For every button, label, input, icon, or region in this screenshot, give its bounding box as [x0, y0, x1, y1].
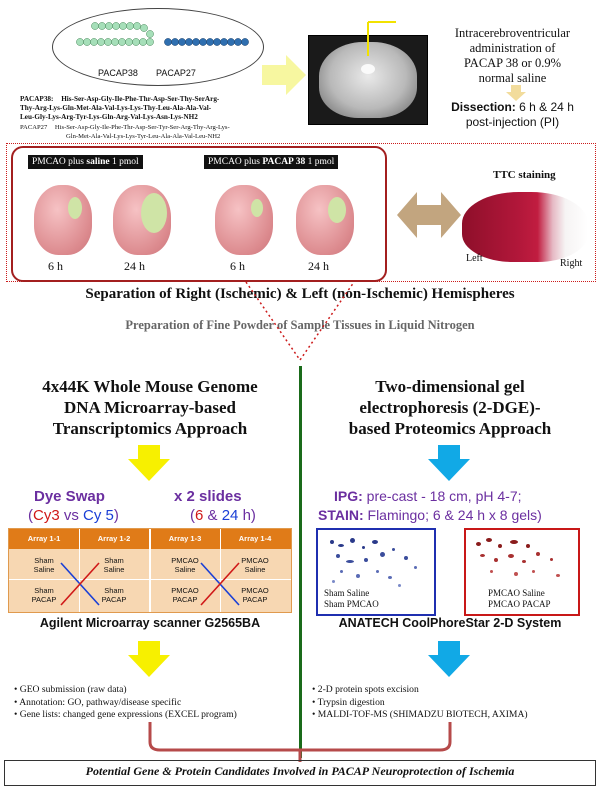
array-top-1: Sham Saline — [33, 556, 55, 574]
time-label-1: 6 h — [48, 259, 63, 273]
pacap-condition-label — [204, 155, 338, 169]
right-bullet-1: • 2-D protein spots excision — [312, 684, 419, 695]
yellow-down-arrow-small-icon — [506, 85, 526, 101]
right-bullet-2-text: Trypsin digestion — [317, 696, 385, 708]
array-bottom-4: PMCAO PACAP — [241, 586, 269, 604]
brain-saline-24h — [113, 185, 171, 255]
footer-text: Potential Gene & Protein Candidates Involved in PACAP Neuroprotection of Ischemia — [85, 764, 515, 778]
pacap38-seq-line1: His-Ser-Asp-Gly-Ile-Phe-Thr-Asp-Ser-Thy-SerArg- — [61, 95, 220, 103]
icv-text — [430, 26, 595, 86]
ipg-text: pre-cast - 18 cm, pH 4-7; — [366, 488, 522, 504]
dissection-text — [430, 100, 595, 130]
icv-line-2: administration of — [469, 41, 556, 55]
left-bullet-3: • Gene lists: changed gene expressions (EXCEL program) — [14, 709, 237, 720]
left-title-3: Transcriptomics Approach — [52, 419, 248, 438]
ipg-label: IPG: — [334, 488, 363, 504]
saline-label-post: 1 pmol — [109, 157, 139, 167]
pacap38-seq-name: PACAP38: — [20, 95, 54, 103]
saline-condition-label — [28, 155, 143, 169]
right-title-3: based Proteomics Approach — [348, 419, 552, 438]
yellow-right-arrow-icon — [262, 55, 306, 95]
dye-swap-label: Dye Swap — [34, 488, 105, 505]
blue-down-arrow-icon — [428, 445, 470, 481]
dissection-times: 6 h & 24 h — [519, 100, 574, 114]
saline-label-pre: PMCAO plus — [32, 157, 87, 167]
ttc-title: TTC staining — [493, 169, 556, 181]
blue-down-arrow-2-icon — [428, 641, 470, 677]
amp-label: & — [207, 507, 218, 524]
left-bullet-3-text: Gene lists: changed gene expressions (EXCEL program) — [19, 709, 237, 720]
pacap27-chain — [164, 38, 248, 45]
h-label: h) — [242, 507, 256, 524]
bottom-bracket — [0, 720, 600, 764]
x2-slides-label: x 2 slides — [174, 488, 242, 505]
right-title-2: electrophoresis (2-DGE)- — [359, 398, 541, 417]
vs-label: vs — [63, 507, 79, 524]
ipg-line — [334, 488, 522, 504]
proteomics-title — [300, 376, 600, 439]
right-bullet-3-text: MALDI-TOF-MS (SHIMADZU BIOTECH, AXIMA) — [317, 709, 528, 720]
pacap27-label: PACAP27 — [156, 68, 196, 78]
dye-swap-cross-1 — [57, 559, 103, 609]
icv-line-4: normal saline — [478, 71, 547, 85]
time-label-4: 24 h — [308, 259, 329, 273]
gel1-label-1: Sham Saline — [324, 588, 370, 598]
brain-saline-6h — [34, 185, 92, 255]
double-arrow-icon — [397, 192, 461, 238]
saline-label-bold: saline — [86, 157, 110, 167]
stain-text: Flamingo; 6 & 24 h x 8 gels) — [367, 507, 542, 523]
transcriptomics-title — [0, 376, 300, 439]
right-bullets — [312, 684, 597, 722]
gel-image-blue — [316, 528, 436, 616]
brain-pacap-6h — [215, 185, 273, 255]
right-title-1: Two-dimensional gel — [375, 377, 525, 396]
array-header-1: Array 1-1 — [27, 534, 61, 543]
pacap27-sequence — [20, 124, 230, 141]
cy-line: (Cy3 vs Cy 5) — [28, 507, 119, 524]
array-bottom-3: PMCAO PACAP — [171, 586, 199, 604]
right-bullet-3: • MALDI-TOF-MS (SHIMADZU BIOTECH, AXIMA) — [312, 709, 528, 720]
right-bullet-1-text: 2-D protein spots excision — [317, 684, 419, 695]
array-header-3: Array 1-3 — [168, 534, 202, 543]
powder-subtitle: Preparation of Fine Powder of Sample Tissues in Liquid Nitrogen — [125, 318, 475, 332]
scanner-label: Agilent Microarray scanner G2565BA — [39, 616, 261, 630]
stain-label: STAIN: — [318, 507, 364, 523]
left-title-1: 4x44K Whole Mouse Genome — [42, 377, 258, 396]
pacap38-seq-line2: Thy-Arg-Lys-Gln-Met-Ala-Val-Lys-Lys-Thy-Leu-Ala-Ala-Val- — [20, 104, 212, 112]
pacap38-chain — [76, 22, 153, 45]
time-label-3: 6 h — [230, 259, 245, 273]
stain-line — [318, 507, 542, 523]
icv-line-3: PACAP 38 or 0.9% — [463, 56, 561, 70]
system-label: ANATECH CoolPhoreStar 2-D System — [338, 616, 562, 630]
left-bullet-2: • Annotation: GO, pathway/disease specific — [14, 696, 182, 708]
yellow-down-arrow-icon — [128, 445, 170, 481]
x2-slides-line — [174, 488, 242, 505]
pacap38-seq-line3: Leu-Gly-Lys-Arg-Tyr-Lys-Gln-Arg-Val-Lys-Asn-Lys-NH2 — [20, 113, 198, 121]
cy3-label: Cy3 — [33, 507, 60, 524]
brain-pacap-24h — [296, 185, 354, 255]
dissection-line-2: post-injection (PI) — [465, 115, 560, 129]
pacap27-seq-name: PACAP27 — [20, 124, 48, 131]
dye-swap-line — [34, 488, 105, 505]
array-top-3: PMCAO Saline — [171, 556, 199, 574]
pacap-label-post: 1 pmol — [305, 157, 335, 167]
left-bullet-1: • GEO submission (raw data) — [14, 684, 127, 695]
gel1-label-2: Sham PMCAO — [324, 599, 379, 609]
pacap38-label: PACAP38 — [98, 68, 138, 78]
ttc-right-label: Right — [560, 258, 583, 269]
pacap27-seq-line1: His-Ser-Asp-Gly-Ile-Phe-Thr-Asp-Ser-Tyr-Ser-Arg-Thy-Arg-Lys- — [54, 124, 230, 131]
dotted-connector — [240, 280, 360, 370]
left-bullets — [14, 684, 299, 722]
time-label-2: 24 h — [124, 259, 145, 273]
ttc-left-label: Left — [466, 253, 483, 264]
injection-pointer — [360, 20, 400, 60]
array-bottom-2: Sham PACAP — [101, 586, 127, 604]
peptide-chains-graphic — [60, 14, 260, 70]
cy5-label: Cy 5 — [83, 507, 114, 524]
gel2-label-2: PMCAO PACAP — [488, 599, 551, 609]
t24-label: 24 — [221, 507, 239, 524]
dissection-label: Dissection: — [451, 100, 516, 114]
separation-title: Separation of Right (Ischemic) & Left (non-Ischemic) Hemispheres — [85, 286, 515, 302]
gel-image-red — [464, 528, 580, 616]
gel2-label-1: PMCAO Saline — [488, 588, 545, 598]
array-header-2: Array 1-2 — [97, 534, 131, 543]
pacap-label-pre: PMCAO plus — [208, 157, 263, 167]
dye-swap-cross-2 — [197, 559, 243, 609]
left-title-2: DNA Microarray-based — [63, 398, 237, 417]
array-bottom-1: Sham PACAP — [31, 586, 57, 604]
pacap27-seq-line2: Gln-Met-Ala-Val-Lys-Lys-Tyr-Leu-Ala-Ala-Val-Leu-NH2 — [66, 132, 221, 140]
right-bullet-2: • Trypsin digestion — [312, 696, 385, 708]
time-line: (6 & 24 h) — [190, 507, 256, 524]
left-bullet-1-text: GEO submission (raw data) — [19, 684, 127, 695]
left-bullet-2-text: Annotation: GO, pathway/disease specific — [19, 696, 182, 708]
array-top-4: PMCAO Saline — [241, 556, 269, 574]
t6-label: 6 — [195, 507, 204, 524]
array-top-2: Sham Saline — [103, 556, 125, 574]
pacap-label-bold: PACAP 38 — [262, 157, 306, 167]
icv-line-1: Intracerebroventricular — [454, 26, 571, 40]
microarray-table — [8, 528, 292, 613]
array-header-4: Array 1-4 — [238, 534, 272, 543]
pacap38-sequence — [20, 95, 219, 122]
yellow-down-arrow-2-icon — [128, 641, 170, 677]
